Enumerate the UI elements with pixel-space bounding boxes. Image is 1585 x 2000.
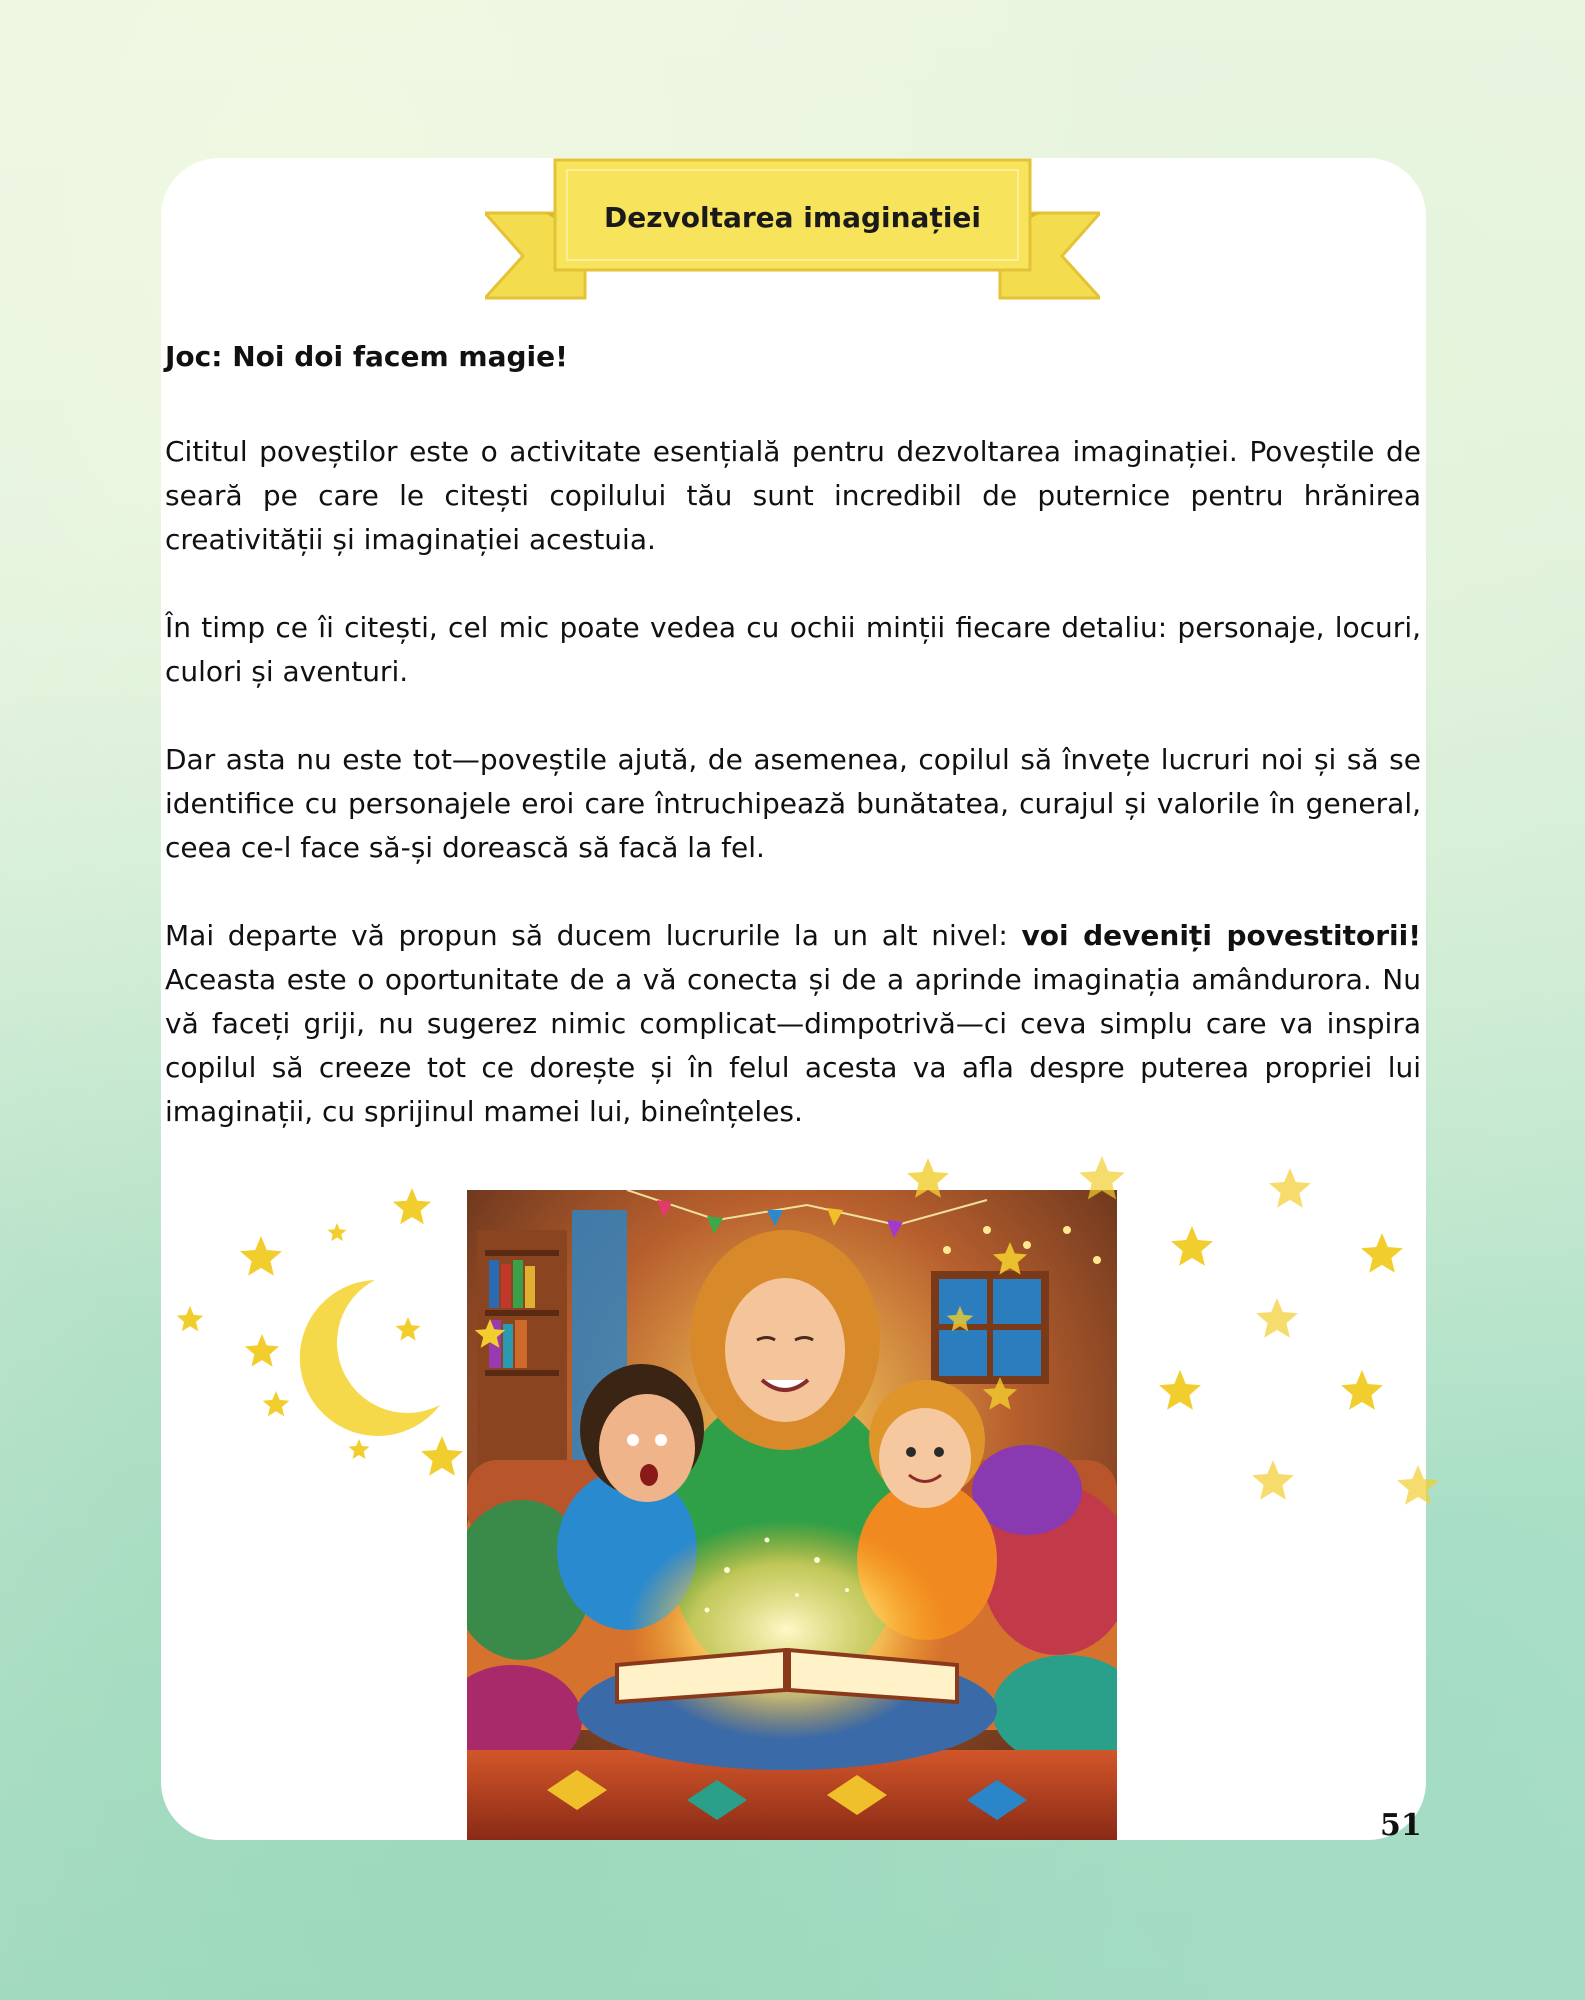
page-number: 51 <box>1380 1808 1422 1843</box>
paragraph-1: Cititul poveștilor este o activitate esențială pentru dezvoltarea imaginației. Poveștile de seară pe care le citești copilului tău sunt incredibil de puternice pentru hrănirea creativității și imaginației acestuia. <box>165 435 1421 556</box>
title-ribbon <box>485 158 1100 303</box>
paragraph-3: Dar asta nu este tot—poveștile ajută, de asemenea, copilul să învețe lucruri noi și să se identifice cu personajele eroi care întruchipează bunătatea, curajul și valorile în general, ceea ce-l face să-și dorească să facă la fel. <box>165 743 1421 864</box>
paragraph-4-rest: Aceasta este o oportunitate de a vă conecta și de a aprinde imaginația amândurora. Nu vă faceți griji, nu sugerez nimic complicat—dimpotrivă—ci ceva simplu care va inspira copilul să creeze tot ce dorește și în felul acesta va afla despre puterea propriei lui imaginații, cu sprijinul mamei lui, bineînțeles. <box>165 963 1421 1128</box>
paragraph-4 <box>165 914 1421 1134</box>
paragraph-4-bold: voi deveniți povestitorii! <box>1021 919 1422 952</box>
paragraph-4-intro: Mai departe vă propun să ducem lucrurile la un alt nivel: <box>165 919 1022 952</box>
reading-family-illustration <box>467 1190 1117 1840</box>
paragraph-2: În timp ce îi citești, cel mic poate vedea cu ochii minții fiecare detaliu: personaje, locuri, culori și aventuri. <box>165 611 1421 688</box>
page-title: Dezvoltarea imaginației <box>603 201 982 234</box>
illustration-image <box>467 1190 1117 1840</box>
game-title: Joc: Noi doi facem magie! <box>165 340 568 373</box>
